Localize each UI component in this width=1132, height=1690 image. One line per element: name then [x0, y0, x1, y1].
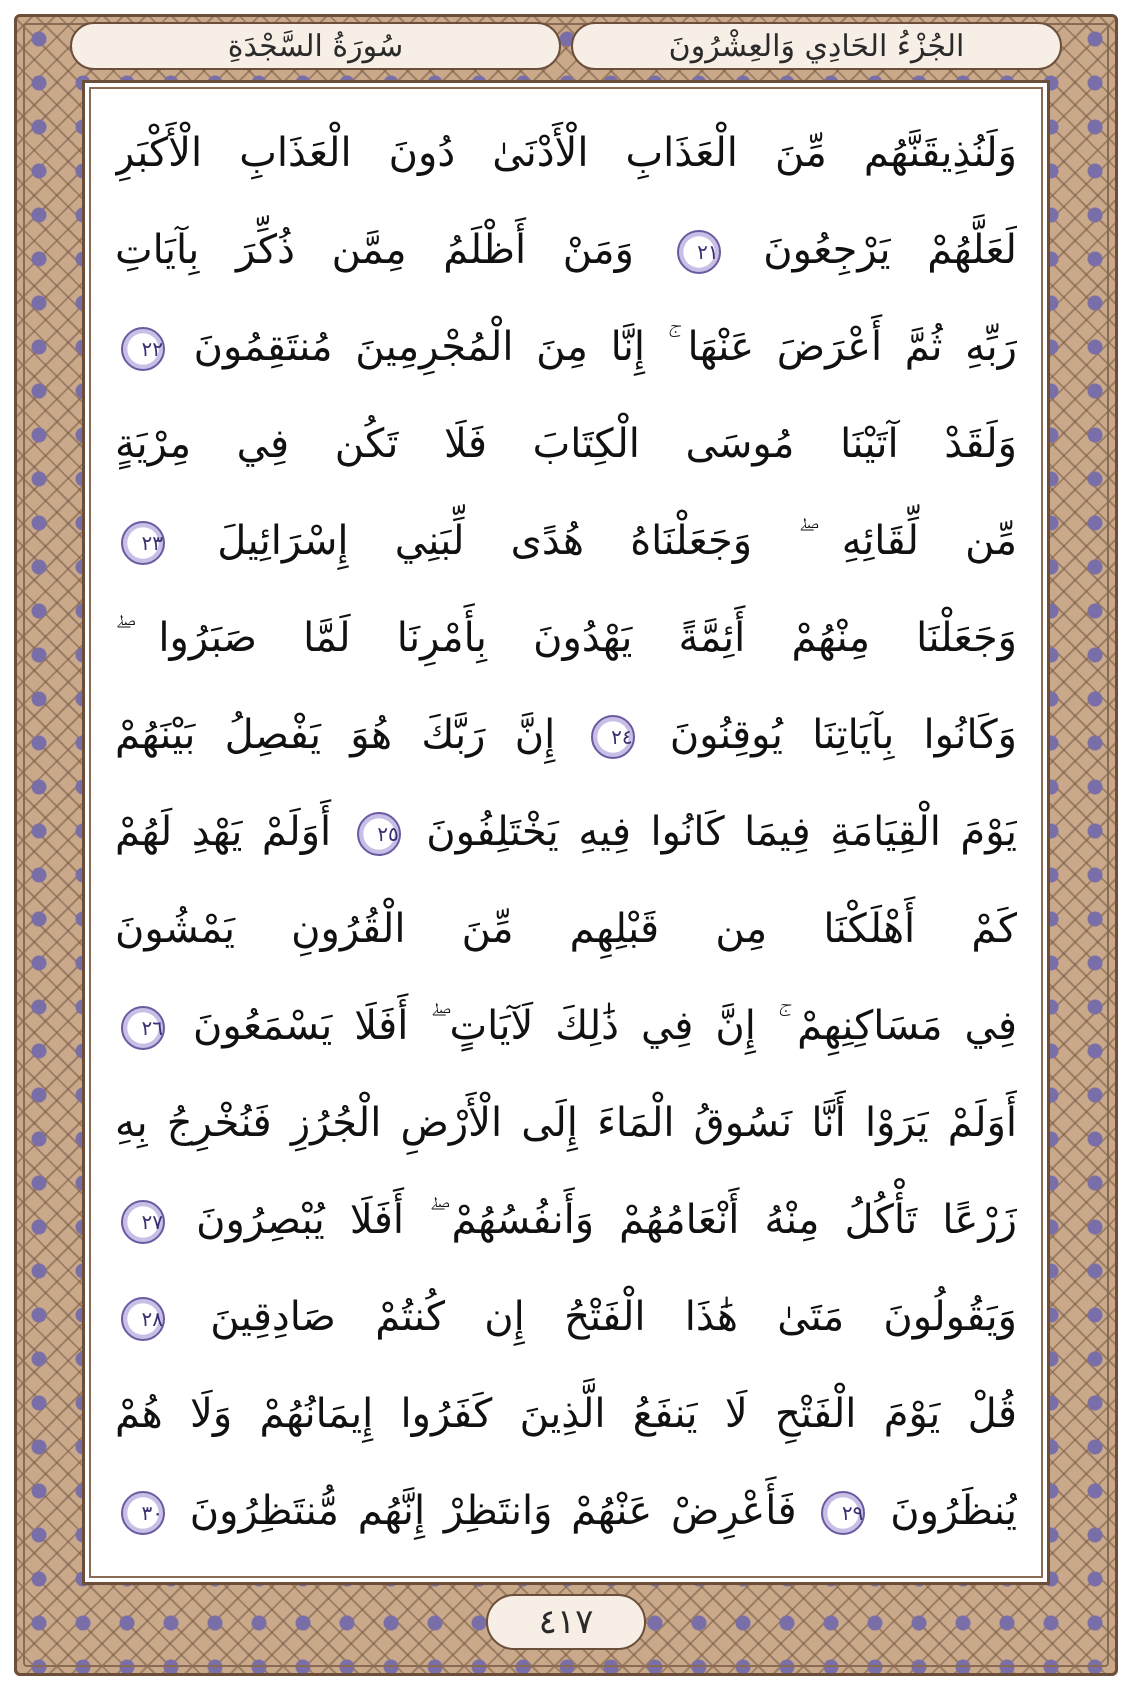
verse-text: فِي مَسَاكِنِهِمْ ۚ إِنَّ فِي ذَٰلِكَ لَآيَاتٍ ۖ أَفَلَا يَسْمَعُونَ [171, 1003, 1017, 1049]
verse-text: قُلْ يَوْمَ الْفَتْحِ لَا يَنفَعُ الَّذِينَ كَفَرُوا إِيمَانُهُمْ وَلَا هُمْ [115, 1391, 1017, 1437]
verse-text: كَمْ أَهْلَكْنَا مِن قَبْلِهِم مِّنَ الْقُرُونِ يَمْشُونَ [115, 906, 1017, 952]
verse-lines [115, 105, 1017, 1560]
verse-line [115, 687, 1017, 784]
ayah-number-marker: ٢٨ [121, 1297, 165, 1341]
text-panel [82, 80, 1050, 1585]
ayah-number-marker: ٢١ [677, 230, 721, 274]
verse-text: يُنظَرُونَ [871, 1488, 1017, 1534]
verse-line [115, 881, 1017, 978]
surah-name: سُورَةُ السَّجْدَةِ [70, 22, 561, 70]
verse-text: يَوْمَ الْقِيَامَةِ فِيمَا كَانُوا فِيهِ يَخْتَلِفُونَ [406, 809, 1017, 855]
juz-name: الجُزْءُ الحَادِي وَالعِشْرُونَ [571, 22, 1062, 70]
verse-text: وَلَنُذِيقَنَّهُم مِّنَ الْعَذَابِ الْأَدْنَىٰ دُونَ الْعَذَابِ الْأَكْبَرِ [115, 130, 1017, 176]
verse-text: زَرْعًا تَأْكُلُ مِنْهُ أَنْعَامُهُمْ وَأَنفُسُهُمْ ۖ أَفَلَا يُبْصِرُونَ [171, 1197, 1017, 1243]
verse-line [115, 202, 1017, 299]
ayah-number-marker: ٢٥ [357, 812, 401, 856]
ayah-number-marker: ٢٩ [821, 1491, 865, 1535]
verse-text: فَأَعْرِضْ عَنْهُمْ وَانتَظِرْ إِنَّهُم مُّنتَظِرُونَ [171, 1488, 816, 1534]
verse-line [115, 784, 1017, 881]
verse-line [115, 396, 1017, 493]
verse-line [115, 1172, 1017, 1269]
ayah-number-marker: ٣٠ [121, 1491, 165, 1535]
ayah-number-marker: ٢٧ [121, 1200, 165, 1244]
ayah-number-marker: ٢٢ [121, 327, 165, 371]
verse-line [115, 1075, 1017, 1172]
verse-text: وَكَانُوا بِآيَاتِنَا يُوقِنُونَ [640, 712, 1017, 758]
verse-text: رَبِّهِ ثُمَّ أَعْرَضَ عَنْهَا ۚ إِنَّا مِنَ الْمُجْرِمِينَ مُنتَقِمُونَ [171, 324, 1017, 370]
verse-line [115, 978, 1017, 1075]
ayah-number-marker: ٢٦ [121, 1006, 165, 1050]
verse-line [115, 1366, 1017, 1463]
verse-text: لَعَلَّهُمْ يَرْجِعُونَ [726, 227, 1017, 273]
verse-text: وَجَعَلْنَا مِنْهُمْ أَئِمَّةً يَهْدُونَ بِأَمْرِنَا لَمَّا صَبَرُوا ۖ [115, 615, 1017, 661]
ayah-number-marker: ٢٣ [121, 521, 165, 565]
verse-line [115, 590, 1017, 687]
verse-text: مِّن لِّقَائِهِ ۖ وَجَعَلْنَاهُ هُدًى لِّبَنِي إِسْرَائِيلَ [171, 518, 1017, 564]
verse-text: أَوَلَمْ يَرَوْا أَنَّا نَسُوقُ الْمَاءَ إِلَى الْأَرْضِ الْجُرُزِ فَنُخْرِجُ بِهِ [115, 1100, 1017, 1146]
page-number: ٤١٧ [486, 1594, 646, 1650]
verse-line [115, 299, 1017, 396]
verse-text: أَوَلَمْ يَهْدِ لَهُمْ [115, 809, 351, 855]
verse-text: وَيَقُولُونَ مَتَىٰ هَٰذَا الْفَتْحُ إِن كُنتُمْ صَادِقِينَ [171, 1294, 1017, 1340]
verse-line [115, 493, 1017, 590]
verse-line [115, 105, 1017, 202]
verse-text: إِنَّ رَبَّكَ هُوَ يَفْصِلُ بَيْنَهُمْ [115, 712, 585, 758]
page-header [70, 22, 1062, 70]
verse-line [115, 1463, 1017, 1560]
verse-line [115, 1269, 1017, 1366]
verse-text: وَمَنْ أَظْلَمُ مِمَّن ذُكِّرَ بِآيَاتِ [115, 227, 671, 273]
verse-text: وَلَقَدْ آتَيْنَا مُوسَى الْكِتَابَ فَلَا تَكُن فِي مِرْيَةٍ [115, 421, 1017, 467]
ayah-number-marker: ٢٤ [591, 715, 635, 759]
